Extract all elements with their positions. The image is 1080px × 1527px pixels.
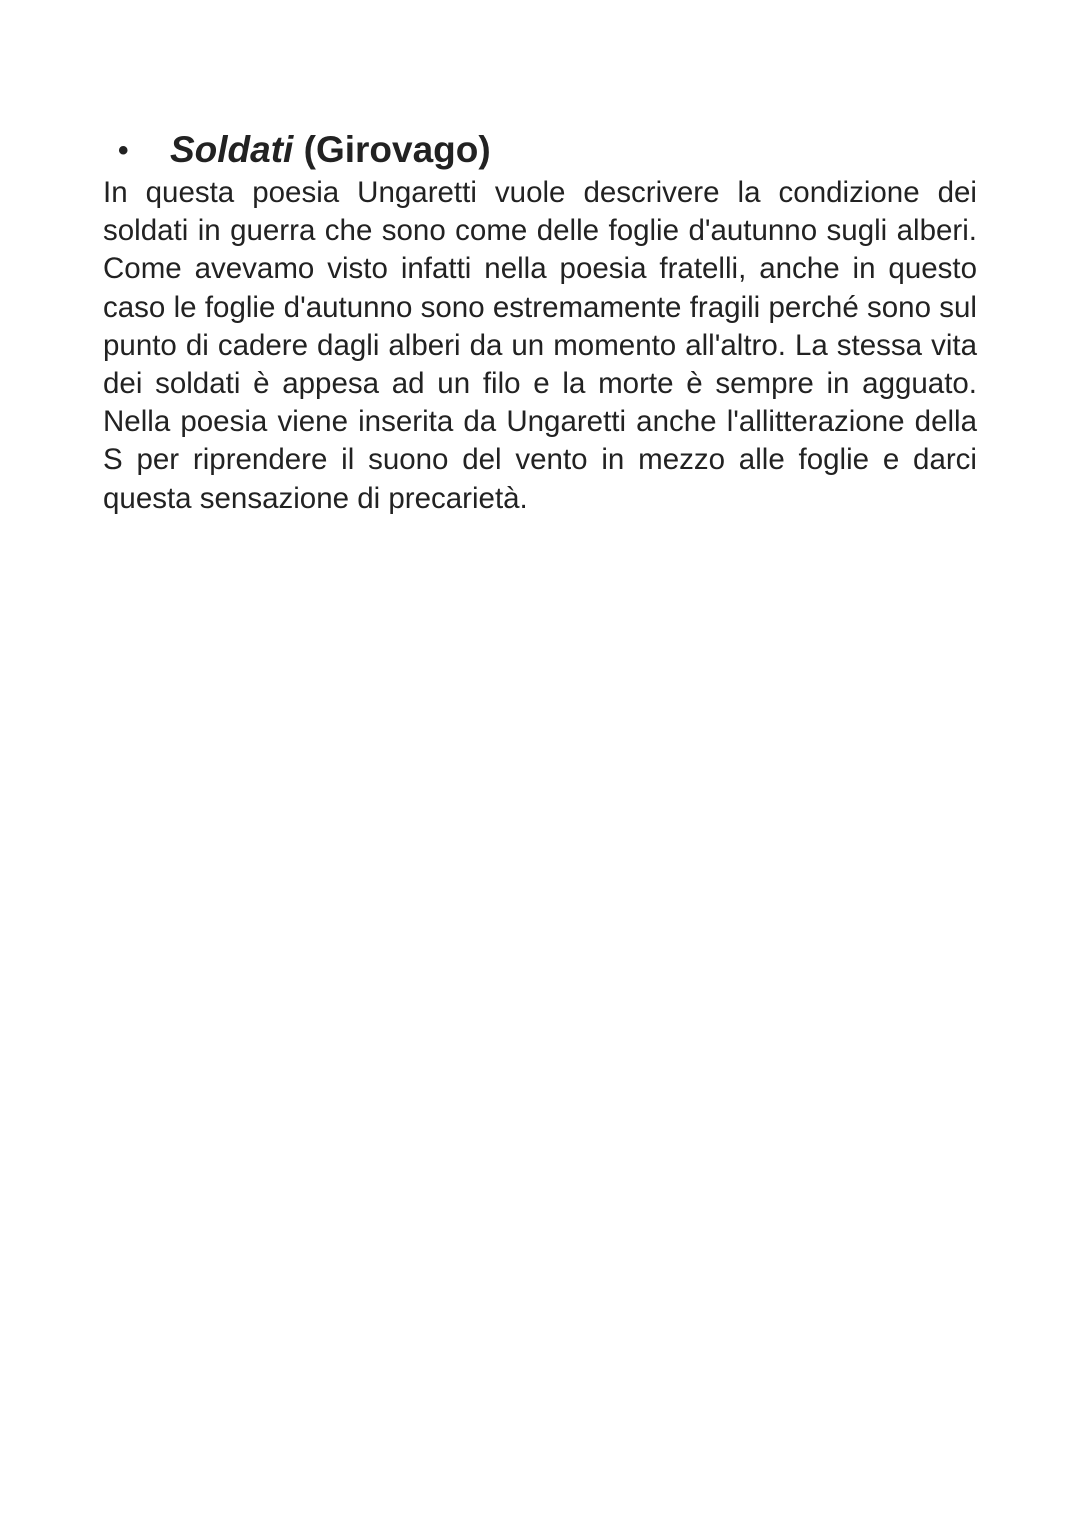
body-paragraph: In questa poesia Ungaretti vuole descrivere la condizione dei soldati in guerra che sono come delle foglie d'autunno sugli alberi. Come avevamo visto infatti nella poesia fratelli, anche in questo caso le foglie d'autunno sono estremamente fragili perché sono sul punto di cadere dagli alberi da un momento all'altro. La stessa vita dei soldati è appesa ad un filo e la morte è sempre in agguato. Nella poesia viene inserita da Ungaretti anche l'allitterazione della S per riprendere il suono del vento in mezzo alle foglie e darci questa sensazione di precarietà. — [103, 176, 977, 515]
section-heading — [118, 124, 978, 177]
poem-title: Soldati — [170, 129, 294, 170]
bullet-icon: • — [118, 134, 129, 167]
collection-name: (Girovago) — [303, 129, 491, 170]
